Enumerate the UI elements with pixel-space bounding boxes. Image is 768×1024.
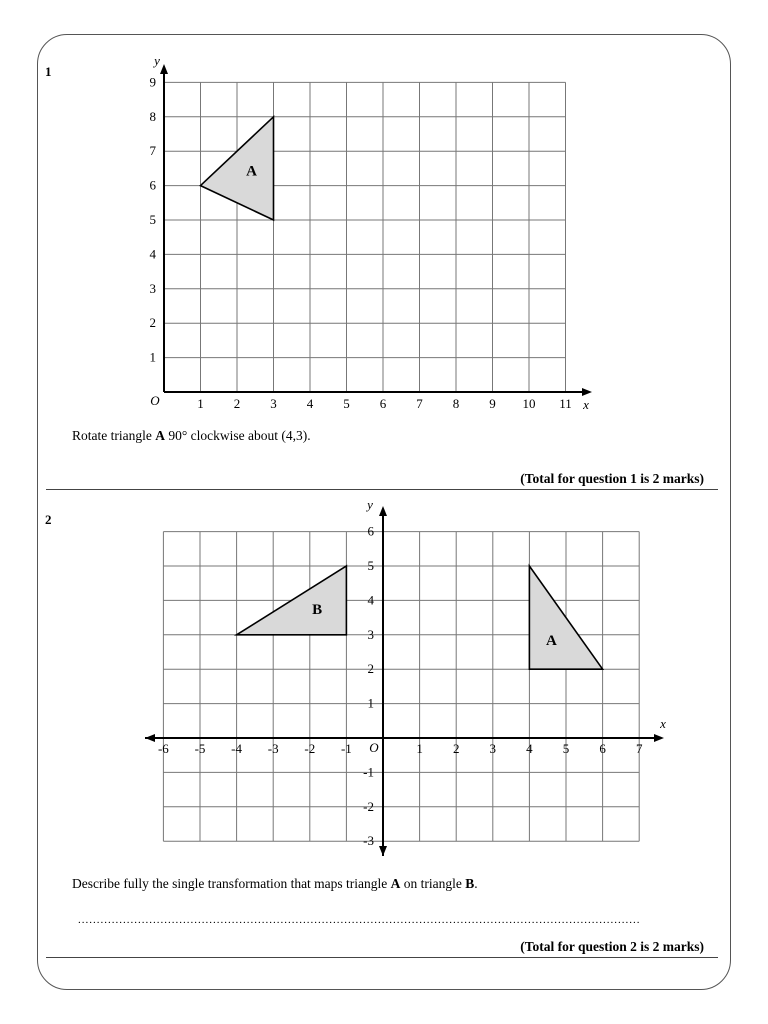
y-tick-label: 1: [367, 695, 374, 711]
x-tick-label: -2: [304, 741, 316, 756]
x-tick-label: 3: [270, 396, 277, 411]
x-tick-label: 9: [489, 396, 496, 411]
y-tick-label: 9: [149, 74, 156, 90]
question-1-number: 1: [45, 64, 52, 79]
y-tick-label: 6: [149, 177, 156, 193]
x-tick-label: -6: [157, 741, 169, 756]
y-tick-label: 2: [367, 661, 374, 677]
x-tick-label: 7: [635, 741, 643, 756]
x-tick-label: -3: [267, 741, 279, 756]
x-tick-label: 3: [489, 741, 497, 756]
x-tick-label: -1: [340, 741, 352, 756]
x-tick-label: 5: [343, 396, 350, 411]
x-axis-label: x: [583, 397, 589, 412]
x-axis-arrow: [654, 734, 664, 742]
question-1-instruction: Rotate triangle A 90° clockwise about (4,3).: [72, 428, 311, 443]
y-tick-label: 5: [367, 558, 374, 573]
triangle-a-label: A: [545, 633, 557, 650]
y-axis-arrow: [379, 506, 387, 516]
y-tick-label: 4: [367, 592, 374, 608]
y-tick-label: -2: [363, 798, 374, 814]
y-tick-label: 3: [367, 626, 374, 642]
y-tick-label: 6: [367, 523, 374, 539]
y-tick-label: 5: [149, 212, 156, 227]
x-tick-label: 4: [306, 396, 314, 411]
y-tick-label: 4: [149, 246, 156, 262]
x-tick-label: 11: [559, 396, 572, 411]
y-tick-label: 1: [149, 349, 156, 365]
origin-label: O: [369, 740, 379, 755]
origin-label: O: [150, 393, 160, 408]
y-tick-label: -3: [363, 833, 374, 849]
y-axis-label: y: [367, 497, 373, 512]
x-tick-label: 1: [416, 741, 423, 756]
x-tick-label: -4: [231, 741, 243, 756]
question-2-instruction: Describe fully the single transformation that maps triangle A on triangle B.: [72, 876, 478, 891]
x-tick-label: 6: [599, 741, 606, 756]
question-2-number: 2: [45, 512, 52, 527]
x-tick-label: 7: [416, 396, 423, 411]
x-tick-label: 1: [197, 396, 204, 411]
y-tick-label: 3: [149, 280, 156, 296]
x-tick-label: 6: [379, 396, 387, 411]
x-axis-label: x: [660, 716, 666, 731]
triangle-a-label: A: [246, 163, 258, 180]
y-axis-arrow-negative: [379, 846, 387, 856]
y-axis-label: y: [154, 53, 160, 68]
triangle-b-label: B: [312, 602, 323, 619]
x-tick-label: 5: [562, 741, 570, 756]
y-tick-label: 7: [149, 143, 156, 159]
question-1-total-marks: (Total for question 1 is 2 marks): [520, 471, 704, 486]
x-axis-arrow-negative: [145, 734, 155, 742]
y-tick-label: 2: [149, 315, 156, 331]
question-2-total-marks: (Total for question 2 is 2 marks): [520, 939, 704, 954]
x-tick-label: -5: [194, 741, 206, 756]
y-tick-label: 8: [149, 108, 156, 124]
y-tick-label: -1: [363, 764, 374, 780]
x-tick-label: 2: [452, 741, 460, 756]
question-2-divider: [46, 957, 718, 958]
answer-line[interactable]: ......................................................................................................................................................: [78, 914, 641, 926]
x-tick-label: 10: [522, 396, 536, 411]
x-tick-label: 2: [233, 396, 241, 411]
x-tick-label: 8: [452, 396, 460, 411]
x-tick-label: 4: [526, 741, 533, 756]
